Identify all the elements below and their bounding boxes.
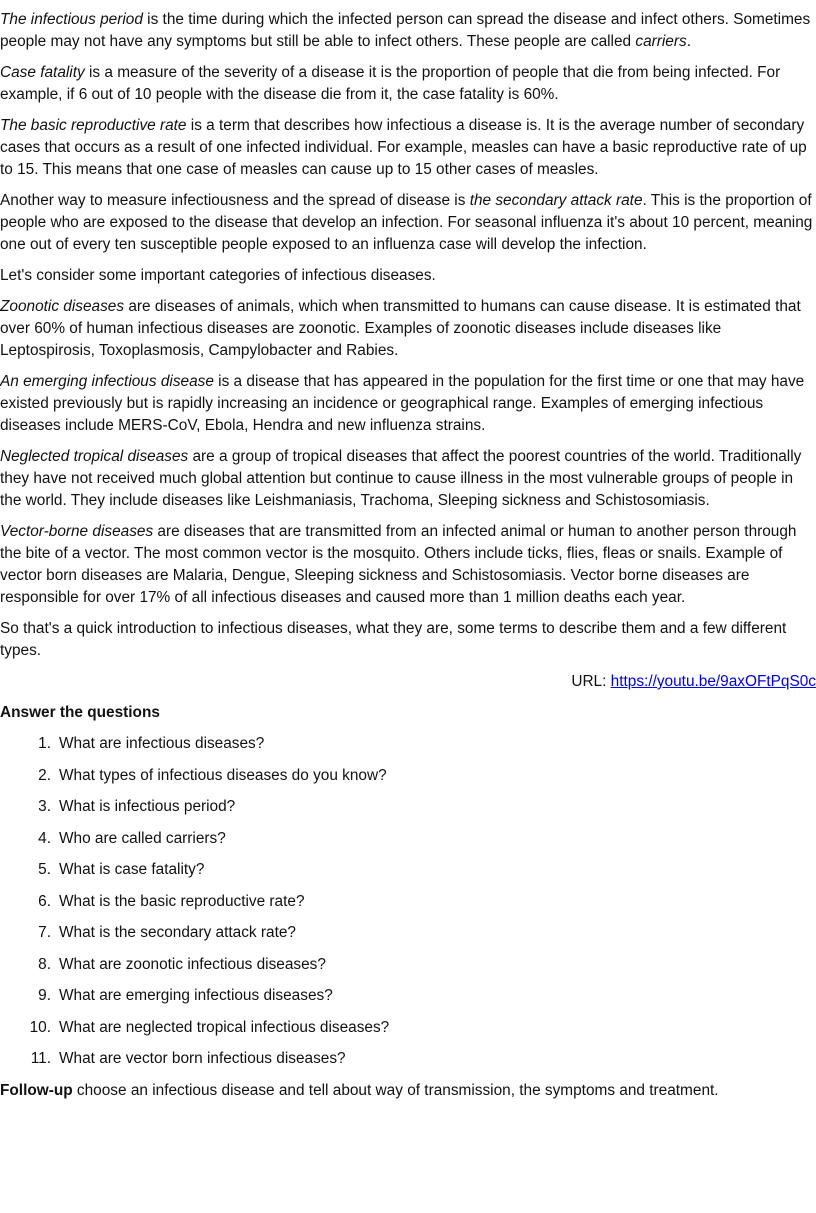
list-number: 9. — [38, 987, 51, 1004]
question-text: Who are called carriers? — [59, 829, 226, 847]
question-text: What are neglected tropical infectious diseases? — [59, 1018, 390, 1036]
list-number: 10. — [29, 1018, 51, 1036]
list-item — [0, 796, 816, 818]
paragraph-vector-borne-diseases — [0, 521, 816, 609]
paragraph-neglected-tropical-diseases — [0, 446, 816, 512]
follow-up-task — [0, 1080, 816, 1102]
paragraph-infectious-period — [0, 9, 816, 53]
paragraph-text: Let's consider some important categories of infectious diseases. — [0, 267, 436, 284]
question-text: What are vector born infectious diseases? — [59, 1050, 346, 1067]
paragraph-basic-reproductive-rate — [0, 115, 816, 181]
paragraph-emerging-disease — [0, 371, 816, 437]
paragraph-text-end: . — [686, 33, 691, 50]
term-vector-borne-diseases: Vector-borne diseases — [0, 523, 154, 540]
list-item — [0, 1017, 816, 1039]
paragraph-text: are a group of tropical diseases that affect the poorest countries of the world. Traditionally they have not received much global attention but continue to cause illness in the most vulnerable groups of people in the world. They include diseases like Leishmaniasis, Trachoma, Sleeping sickness and Schistosomiasis. — [0, 448, 802, 509]
list-number: 1. — [38, 735, 51, 752]
paragraph-summary — [0, 618, 816, 662]
question-text: What are emerging infectious diseases? — [59, 987, 333, 1004]
list-item — [0, 733, 816, 755]
term-carriers: carriers — [635, 33, 687, 50]
list-number: 7. — [38, 924, 51, 941]
question-text: What types of infectious diseases do you know? — [59, 766, 387, 784]
url-label: URL: — [571, 673, 611, 690]
list-item — [0, 765, 816, 787]
list-item — [0, 954, 816, 976]
paragraph-zoonotic-diseases — [0, 296, 816, 362]
paragraph-secondary-attack-rate — [0, 190, 816, 256]
term-basic-reproductive-rate: The basic reproductive rate — [0, 117, 187, 134]
paragraph-text: are diseases of animals, which when transmitted to humans can cause disease. It is estimated that over 60% of human infectious diseases are zoonotic. Examples of zoonotic diseases include diseases like Leptospirosis, Toxoplasmosis, Campylobacter and Rabies. — [0, 298, 801, 359]
list-number: 6. — [38, 892, 51, 910]
video-url-link[interactable]: https://youtu.be/9axOFtPqS0c — [610, 673, 816, 690]
paragraph-text: . This is the proportion of people who are exposed to the disease that develop an infection. For seasonal influenza it's about 10 percent, meaning one out of every ten susceptible people exposed to an influenza case will develop the infection. — [0, 192, 813, 253]
question-text: What is the basic reproductive rate? — [59, 892, 305, 910]
list-number: 2. — [38, 766, 51, 784]
list-number: 3. — [38, 798, 51, 815]
paragraph-text: is a term that describes how infectious a disease is. It is the average number of secondary cases that occurs as a result of one infected individual. For example, measles can have a basic reproductive rate of up to 15. This means that one case of measles can cause up to 15 other cases of measles. — [0, 117, 807, 178]
term-secondary-attack-rate: the secondary attack rate — [469, 192, 643, 209]
paragraph-text: is a disease that has appeared in the population for the first time or one that may have existed previously but is rapidly increasing an incidence or geographical range. Examples of emerging infectious diseases include MERS-CoV, Ebola, Hendra and new influenza strains. — [0, 373, 805, 434]
term-neglected-tropical-diseases: Neglected tropical diseases — [0, 448, 189, 465]
question-text: What is infectious period? — [59, 798, 236, 815]
term-case-fatality: Case fatality — [0, 64, 85, 81]
list-number: 5. — [38, 861, 51, 878]
list-item — [0, 1048, 816, 1070]
follow-up-label: Follow-up — [0, 1081, 73, 1099]
question-text: What is the secondary attack rate? — [59, 924, 296, 941]
list-item — [0, 985, 816, 1007]
question-text: What are infectious diseases? — [59, 735, 265, 752]
questions-heading: Answer the questions — [0, 704, 160, 721]
question-text: What is case fatality? — [59, 861, 205, 878]
url-line — [0, 671, 816, 693]
paragraph-case-fatality — [0, 62, 816, 106]
term-zoonotic-diseases: Zoonotic diseases — [0, 298, 125, 315]
list-item — [0, 828, 816, 850]
list-number: 4. — [38, 829, 51, 847]
paragraph-text-start: Another way to measure infectiousness and the spread of disease is — [0, 192, 470, 209]
follow-up-text: choose an infectious disease and tell about way of transmission, the symptoms and treatment. — [72, 1081, 719, 1099]
list-item — [0, 891, 816, 913]
term-emerging-disease: An emerging infectious disease — [0, 373, 214, 390]
paragraph-text: So that's a quick introduction to infectious diseases, what they are, some terms to describe them and a few different types. — [0, 620, 787, 659]
paragraph-categories-intro — [0, 265, 816, 287]
questions-list — [0, 733, 816, 1070]
list-item — [0, 922, 816, 944]
term-infectious-period: The infectious period — [0, 11, 143, 28]
list-item — [0, 859, 816, 881]
paragraph-text: is a measure of the severity of a disease it is the proportion of people that die from being infected. For example, if 6 out of 10 people with the disease die from it, the case fatality is 60%. — [0, 64, 781, 103]
question-text: What are zoonotic infectious diseases? — [59, 955, 326, 973]
list-number: 8. — [38, 955, 51, 973]
paragraph-text: are diseases that are transmitted from an infected animal or human to another person through the bite of a vector. The most common vector is the mosquito. Others include ticks, flies, fleas or snails. Example of vector born diseases are Malaria, Dengue, Sleeping sickness and Schistosomiasis. Vector borne diseases are responsible for over 17% of all infectious diseases and caused more than 1 million deaths each year. — [0, 523, 797, 606]
paragraph-text: is the time during which the infected person can spread the disease and infect others. Sometimes people may not have any symptoms but still be able to infect others. These people are called — [0, 11, 811, 50]
list-number: 11. — [30, 1050, 51, 1067]
